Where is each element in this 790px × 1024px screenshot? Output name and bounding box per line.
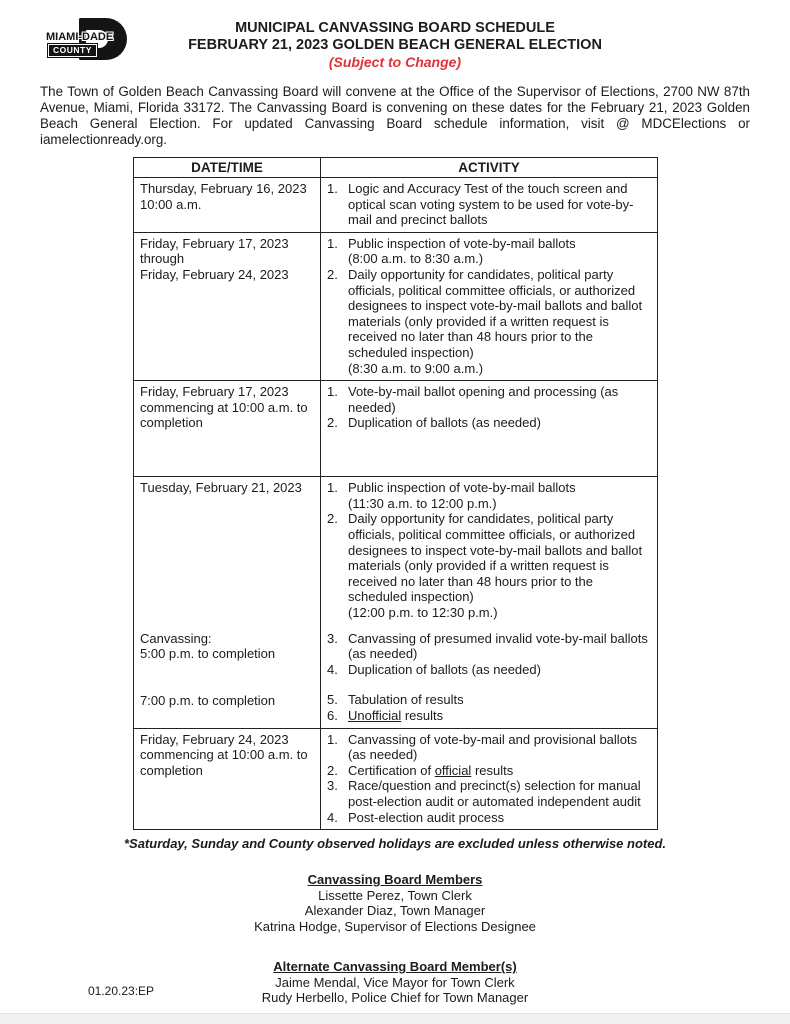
- activity-text: Duplication of ballots (as needed): [348, 415, 541, 431]
- table-row: [134, 477, 658, 728]
- title-line-1: MUNICIPAL CANVASSING BOARD SCHEDULE: [235, 20, 555, 36]
- date-cell: Friday, February 24, 2023 commencing at 10:00 a.m. to completion: [134, 728, 321, 830]
- activity-text: Public inspection of vote-by-mail ballots (8:00 a.m. to 8:30 a.m.): [348, 235, 576, 267]
- column-header-activity: ACTIVITY: [321, 157, 658, 178]
- activity-item: [327, 732, 652, 763]
- activity-item: [327, 708, 652, 724]
- logo-county-label: COUNTY: [48, 44, 97, 57]
- page-bottom-edge: [0, 1013, 790, 1024]
- activity-item: [327, 415, 652, 431]
- title-line-2: FEBRUARY 21, 2023 GOLDEN BEACH GENERAL ELECTION: [188, 36, 602, 53]
- activity-item: [327, 778, 652, 809]
- activity-item: [327, 480, 652, 511]
- holiday-note: *Saturday, Sunday and County observed holidays are excluded unless otherwise noted.: [123, 836, 667, 852]
- table-row: [134, 728, 658, 830]
- activity-block: [327, 692, 652, 723]
- activity-number: 3.: [327, 778, 338, 794]
- activity-text: Certification of official results: [348, 762, 514, 778]
- logo-miami-dade-label: MIAMI-DADE: [46, 31, 114, 43]
- activity-number: 1.: [327, 181, 338, 197]
- activity-cell: [321, 728, 658, 830]
- underlined-word: Unofficial: [348, 707, 402, 723]
- activity-item: [327, 511, 652, 620]
- activity-item: [327, 236, 652, 267]
- alternate-member: Rudy Herbello, Police Chief for Town Manager: [261, 990, 529, 1006]
- activity-number: 4.: [327, 661, 338, 677]
- activity-number: 1.: [327, 384, 338, 400]
- alternate-members-section: [0, 959, 790, 1006]
- activity-cell: [321, 178, 658, 233]
- intro-paragraph: The Town of Golden Beach Canvassing Board will convene at the Office of the Supervisor of Elections, 2700 NW 87th Avenue, Miami, Florida 33172. The Canvassing Board is convening on these dates for the February 21, 2023 Golden Beach General Election. For updated Canvassing Board schedule information, visit @ MDCElections or iamelectionready.org.: [40, 83, 750, 147]
- activity-text: Unofficial results: [348, 707, 444, 723]
- miami-dade-logo: [46, 18, 150, 64]
- board-member: Lissette Perez, Town Clerk: [318, 887, 472, 903]
- activity-item: [327, 692, 652, 708]
- table-row: [134, 381, 658, 477]
- activity-item: [327, 384, 652, 415]
- underlined-word: official: [434, 762, 472, 778]
- activity-text: Tabulation of results: [348, 692, 464, 708]
- alternate-member: Jaime Mendal, Vice Mayor for Town Clerk: [275, 974, 515, 990]
- activity-text: Post-election audit process: [348, 809, 505, 825]
- activity-text: Canvassing of presumed invalid vote-by-mail ballots (as needed): [348, 630, 648, 662]
- column-header-date-time: DATE/TIME: [134, 157, 321, 178]
- table-row: [134, 232, 658, 380]
- activity-text: Duplication of ballots (as needed): [348, 661, 541, 677]
- activity-text: Vote-by-mail ballot opening and processing (as needed): [348, 384, 619, 415]
- date-cell: Tuesday, February 21, 2023 Canvassing: 5:00 p.m. to completion 7:00 p.m. to completion: [134, 477, 321, 728]
- board-members-section: [0, 872, 790, 934]
- activity-text: Race/question and precinct(s) selection for manual post-election audit or automated independent audit: [348, 778, 641, 809]
- activity-cell: [321, 232, 658, 380]
- activity-number: 4.: [327, 809, 338, 825]
- activity-number: 1.: [327, 235, 338, 251]
- activity-block: [327, 480, 652, 620]
- date-cell: Thursday, February 16, 2023 10:00 a.m.: [134, 178, 321, 233]
- activity-number: 5.: [327, 692, 338, 708]
- activity-number: 1.: [327, 731, 338, 747]
- activity-number: 6.: [327, 707, 338, 723]
- date-cell: Friday, February 17, 2023 commencing at 10:00 a.m. to completion: [134, 381, 321, 477]
- activity-item: [327, 810, 652, 826]
- schedule-table: [133, 157, 658, 831]
- activity-item: [327, 631, 652, 662]
- board-member: Alexander Diaz, Town Manager: [304, 903, 486, 919]
- activity-block: [327, 631, 652, 678]
- date-cell: Friday, February 17, 2023 through Friday, February 24, 2023: [134, 232, 321, 380]
- activity-number: 2.: [327, 415, 338, 431]
- activity-text: Canvassing of vote-by-mail and provisional ballots (as needed): [348, 731, 638, 763]
- alternate-members-heading: Alternate Canvassing Board Member(s): [273, 959, 517, 975]
- subtitle-subject-to-change: (Subject to Change): [328, 54, 462, 70]
- activity-text: Daily opportunity for candidates, political party officials, political committee officials, or authorized designees to inspect vote-by-mail ballots and ballot materials (only provided if a written request is received no later than 48 hours prior to the scheduled inspection) (8:30 a.m. to 9:00 a.m.): [348, 267, 643, 376]
- activity-item: [327, 267, 652, 376]
- board-members-heading: Canvassing Board Members: [307, 872, 483, 888]
- footer-revision-code: 01.20.23:EP: [88, 984, 155, 998]
- activity-number: 2.: [327, 511, 338, 527]
- activity-item: [327, 181, 652, 228]
- table-row: [134, 178, 658, 233]
- activity-text: Public inspection of vote-by-mail ballots (11:30 a.m. to 12:00 p.m.): [348, 480, 576, 511]
- activity-item: [327, 662, 652, 678]
- activity-text: Logic and Accuracy Test of the touch screen and optical scan voting system to be used for vote-by-mail and precinct ballots: [348, 181, 634, 228]
- activity-number: 2.: [327, 762, 338, 778]
- activity-number: 2.: [327, 267, 338, 283]
- activity-number: 3.: [327, 630, 338, 646]
- activity-item: [327, 763, 652, 779]
- activity-text: Daily opportunity for candidates, political party officials, political committee officials, or authorized designees to inspect vote-by-mail ballots and ballot materials (only provided if a written request is received no later than 48 hours prior to the scheduled inspection) (12:00 p.m. to 12:30 p.m.): [348, 511, 643, 620]
- board-member: Katrina Hodge, Supervisor of Elections Designee: [254, 918, 536, 934]
- canvassing-time-block: Canvassing: 5:00 p.m. to completion: [140, 630, 276, 662]
- activity-cell: [321, 477, 658, 728]
- activity-cell: [321, 381, 658, 477]
- activity-number: 1.: [327, 480, 338, 496]
- table-header-row: [134, 157, 658, 178]
- tabulation-time-block: 7:00 p.m. to completion: [140, 693, 276, 708]
